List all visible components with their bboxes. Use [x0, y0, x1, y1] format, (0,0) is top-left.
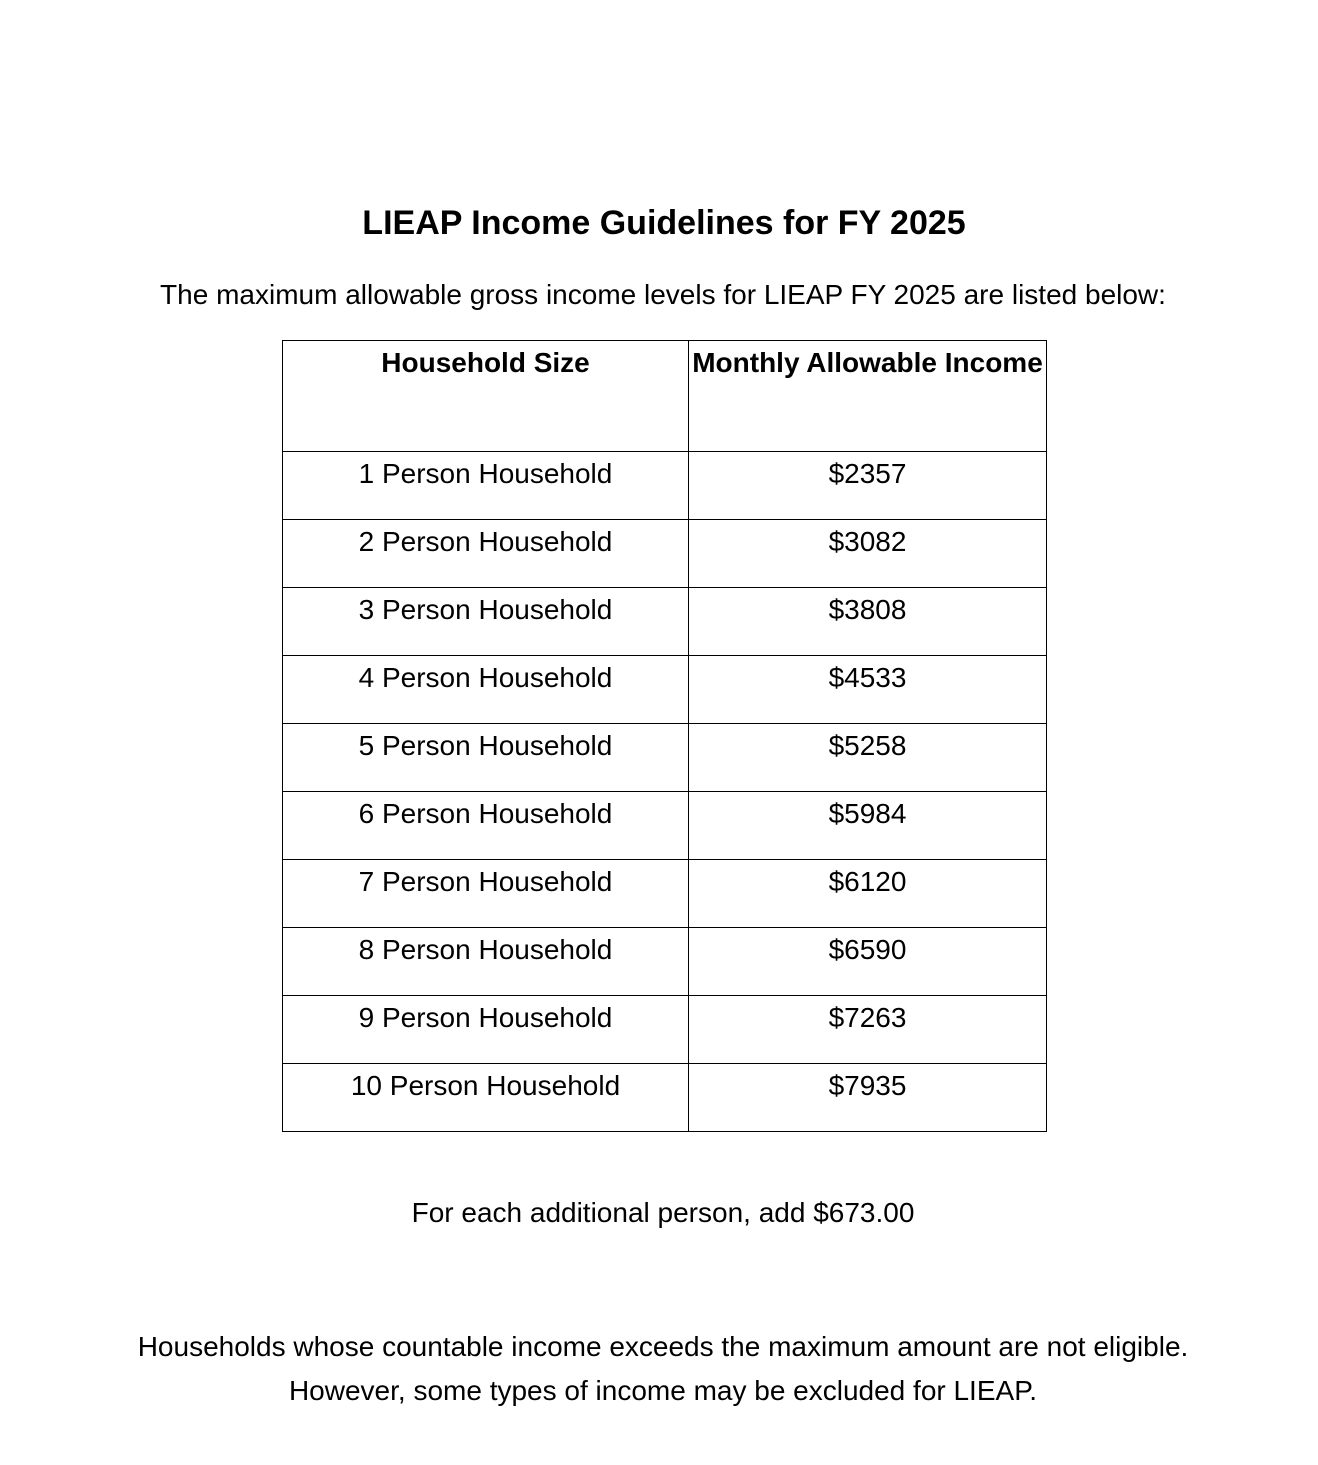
table-row — [283, 452, 1047, 520]
household-size-cell: 4 Person Household — [283, 656, 689, 724]
income-cell: $3808 — [689, 588, 1047, 656]
eligibility-note-line: Households whose countable income exceeds the maximum amount are not eligible. — [137, 1331, 1189, 1362]
income-cell: $5258 — [689, 724, 1047, 792]
household-size-cell: 3 Person Household — [283, 588, 689, 656]
page-title: LIEAP Income Guidelines for FY 2025 — [362, 204, 966, 242]
table-header-row — [283, 341, 1047, 452]
table-row — [283, 996, 1047, 1064]
table-row — [283, 588, 1047, 656]
income-cell: $7935 — [689, 1064, 1047, 1132]
income-cell: $4533 — [689, 656, 1047, 724]
income-guidelines-table — [282, 340, 1047, 1132]
household-size-cell: 1 Person Household — [283, 452, 689, 520]
additional-person-note: For each additional person, add $673.00 — [411, 1197, 915, 1228]
table-row — [283, 860, 1047, 928]
column-header-monthly-income: Monthly Allowable Income — [689, 341, 1047, 452]
table-row — [283, 928, 1047, 996]
eligibility-note-line: However, some types of income may be excluded for LIEAP. — [288, 1375, 1038, 1406]
income-cell: $3082 — [689, 520, 1047, 588]
table-row — [283, 520, 1047, 588]
table-row — [283, 792, 1047, 860]
household-size-cell: 7 Person Household — [283, 860, 689, 928]
eligibility-note — [0, 1325, 1318, 1413]
household-size-cell: 6 Person Household — [283, 792, 689, 860]
table-row — [283, 656, 1047, 724]
intro-text: The maximum allowable gross income levels for LIEAP FY 2025 are listed below: — [160, 279, 1166, 310]
table-row — [283, 1064, 1047, 1132]
income-cell: $7263 — [689, 996, 1047, 1064]
household-size-cell: 10 Person Household — [283, 1064, 689, 1132]
column-header-household-size: Household Size — [283, 341, 689, 452]
income-cell: $2357 — [689, 452, 1047, 520]
household-size-cell: 5 Person Household — [283, 724, 689, 792]
income-cell: $6120 — [689, 860, 1047, 928]
income-cell: $6590 — [689, 928, 1047, 996]
household-size-cell: 9 Person Household — [283, 996, 689, 1064]
household-size-cell: 2 Person Household — [283, 520, 689, 588]
household-size-cell: 8 Person Household — [283, 928, 689, 996]
income-cell: $5984 — [689, 792, 1047, 860]
table-row — [283, 724, 1047, 792]
